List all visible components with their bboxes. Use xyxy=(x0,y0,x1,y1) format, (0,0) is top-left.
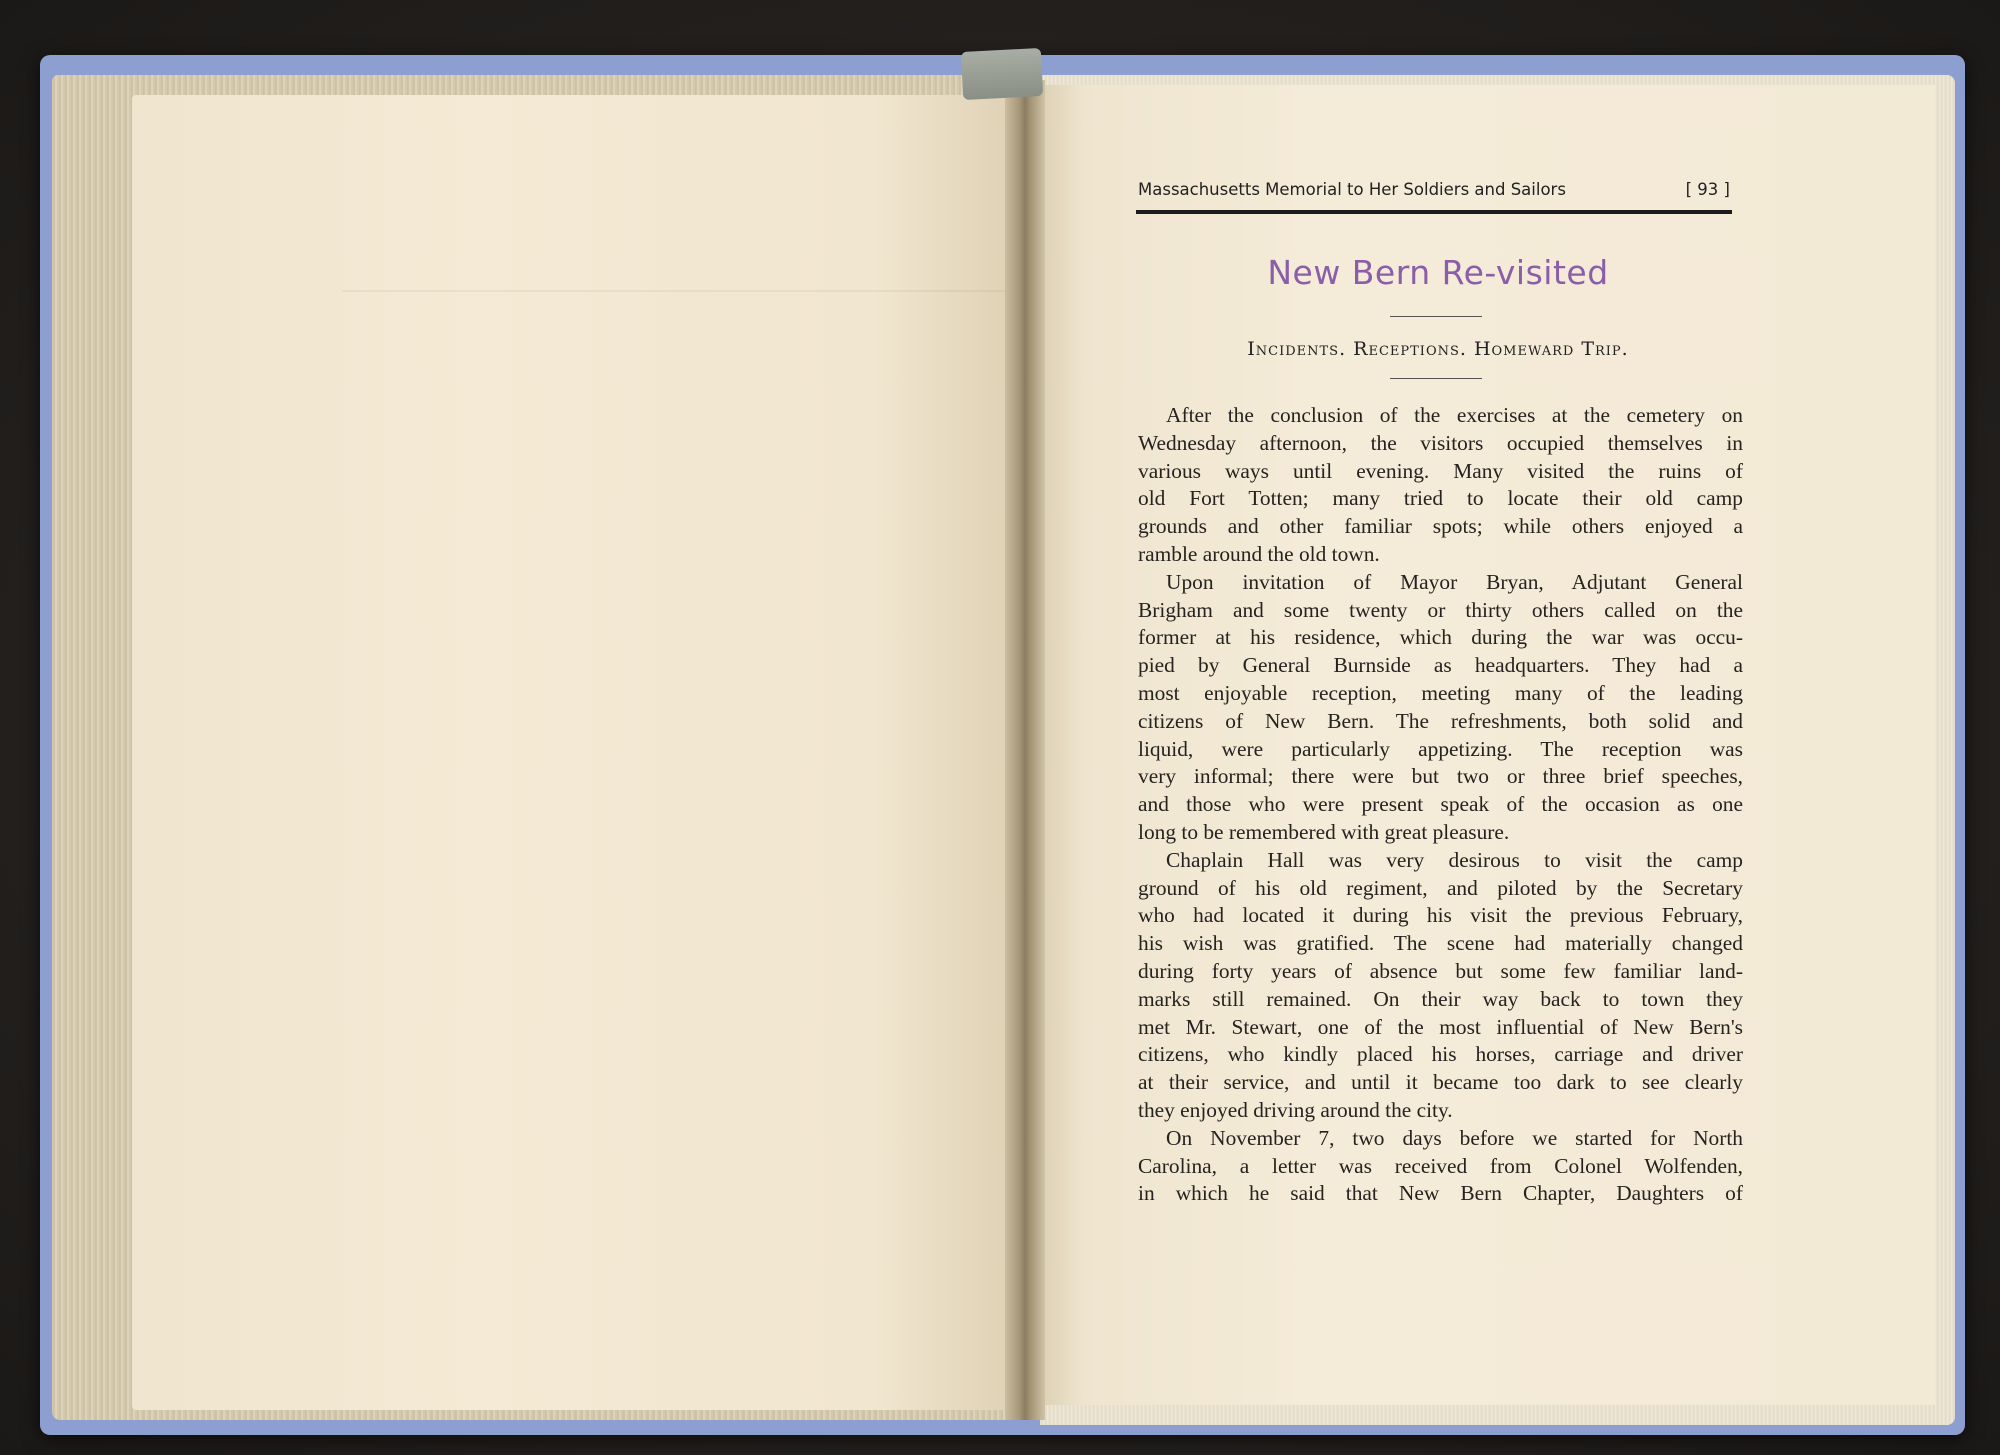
body-text xyxy=(1138,402,1743,1208)
text-line: various ways until evening. Many visited the ruins of xyxy=(1138,458,1743,483)
text-line: pied by General Burnside as headquarters. They had a xyxy=(1138,653,1743,678)
text-line: met Mr. Stewart, one of the most influential of New Bern's xyxy=(1138,1014,1743,1039)
text-line: during forty years of absence but some few familiar land- xyxy=(1138,958,1743,983)
text-line: liquid, were particularly appetizing. The reception was xyxy=(1138,736,1743,761)
text-line: Wednesday afternoon, the visitors occupied themselves in xyxy=(1138,430,1743,455)
text-line: very informal; there were but two or three brief speeches, xyxy=(1138,764,1743,789)
text-line: marks still remained. On their way back to town they xyxy=(1138,986,1743,1011)
text-line: ramble around the old town. xyxy=(1138,541,1380,566)
text-line: former at his residence, which during the war was occu- xyxy=(1138,625,1743,650)
text-line: they enjoyed driving around the city. xyxy=(1138,1097,1453,1122)
running-head-title: Massachusetts Memorial to Her Soldiers and Sailors xyxy=(1138,180,1566,199)
text-line: ground of his old regiment, and piloted by the Secretary xyxy=(1138,875,1743,900)
text-line: Brigham and some twenty or thirty others called on the xyxy=(1138,597,1743,622)
text-line: and those who were present speak of the occasion as one xyxy=(1138,792,1743,817)
title-divider-top xyxy=(1390,316,1482,317)
text-line: most enjoyable reception, meeting many of the leading xyxy=(1138,680,1743,705)
bleed-through-shadow xyxy=(342,290,1072,292)
text-line: his wish was gratified. The scene had materially changed xyxy=(1138,931,1743,956)
text-line: After the conclusion of the exercises at the cemetery on xyxy=(1166,403,1743,427)
text-line: citizens, who kindly placed his horses, carriage and driver xyxy=(1138,1042,1743,1067)
text-line: long to be remembered with great pleasure. xyxy=(1138,819,1510,844)
chapter-subhead: Incidents. Receptions. Homeward Trip. xyxy=(1247,338,1629,360)
text-line: grounds and other familiar spots; while others enjoyed a xyxy=(1138,514,1743,539)
left-page-blank xyxy=(132,95,1007,1410)
text-line: Upon invitation of Mayor Bryan, Adjutant General xyxy=(1166,569,1743,594)
text-line: old Fort Totten; many tried to locate their old camp xyxy=(1138,486,1743,511)
text-line: who had located it during his visit the previous February, xyxy=(1138,903,1743,928)
bookmark-ribbon xyxy=(961,48,1043,100)
running-head-rule xyxy=(1136,210,1732,214)
text-line: in which he said that New Bern Chapter, Daughters of xyxy=(1138,1181,1743,1206)
text-line: Chaplain Hall was very desirous to visit the camp xyxy=(1166,847,1743,872)
text-line: On November 7, two days before we started for North xyxy=(1166,1125,1743,1150)
text-line: at their service, and until it became too dark to see clearly xyxy=(1138,1070,1743,1095)
title-divider-bottom xyxy=(1390,378,1482,379)
text-line: citizens of New Bern. The refreshments, both solid and xyxy=(1138,708,1743,733)
page-number: [ 93 ] xyxy=(1685,180,1730,199)
text-line: Carolina, a letter was received from Colonel Wolfenden, xyxy=(1138,1153,1743,1178)
chapter-title: New Bern Re-visited xyxy=(1267,253,1609,292)
running-head xyxy=(1138,180,1730,199)
book-gutter xyxy=(1005,80,1045,1420)
